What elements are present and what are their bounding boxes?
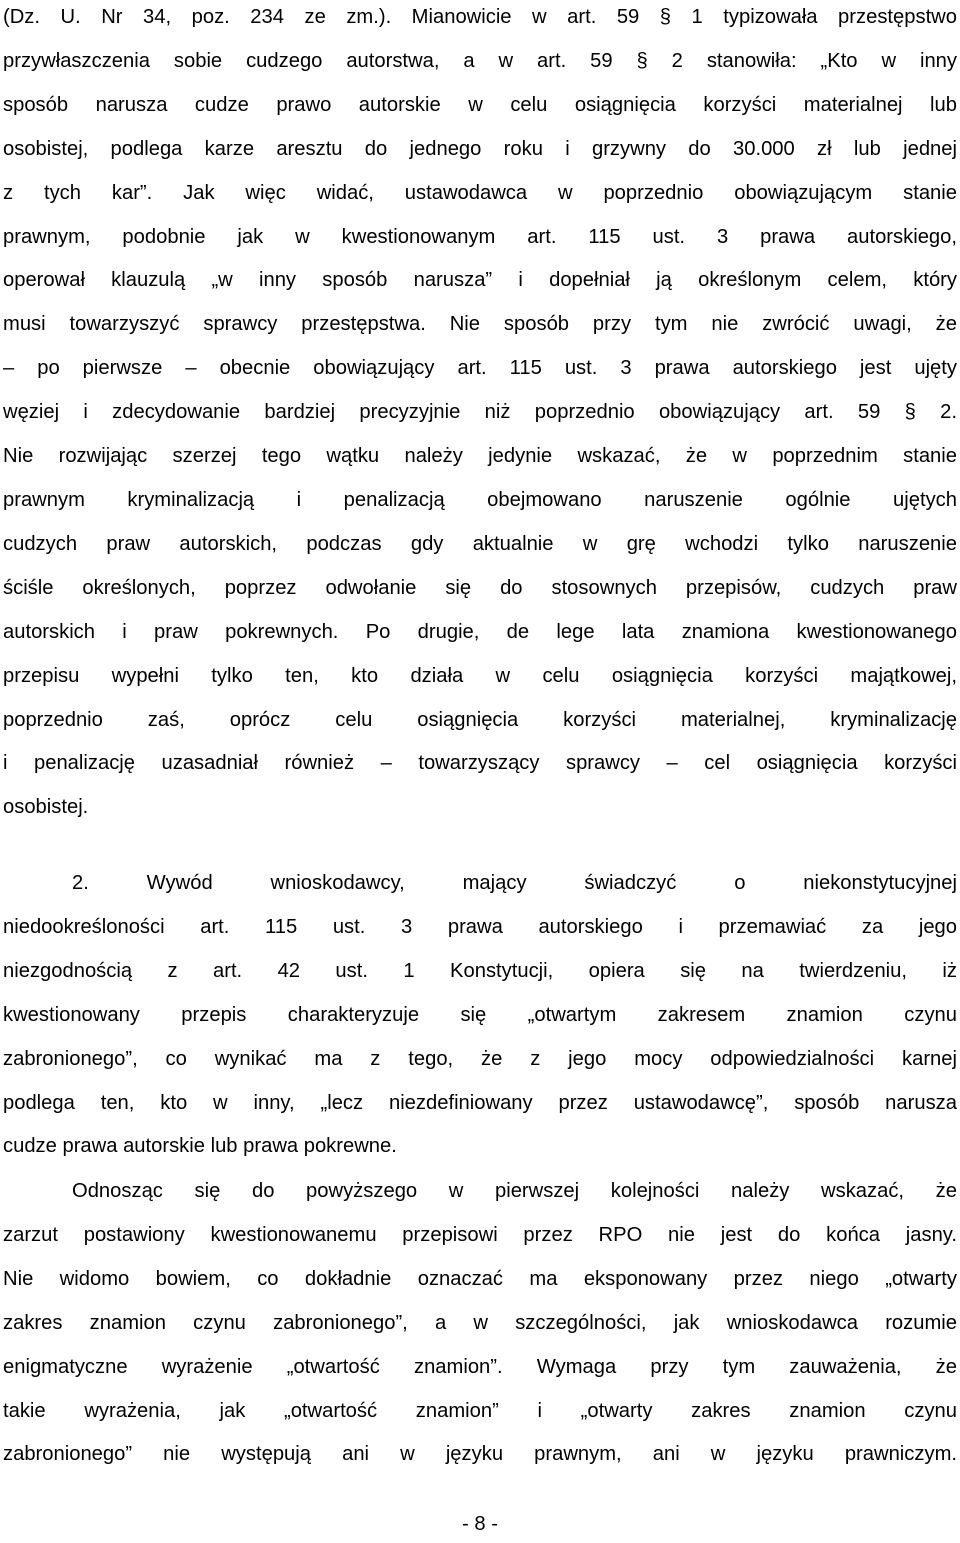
text-line: węziej i zdecydowanie bardziej precyzyjnie niż poprzednio obowiązujący art. 59 § 2. (3, 401, 957, 424)
page-number: - 8 - (462, 1513, 498, 1535)
text-line: ściśle określonych, poprzez odwołanie się do stosownych przepisów, cudzych praw (3, 576, 957, 599)
paragraph-point-2 (3, 862, 957, 1169)
text-line: Nie widomo bowiem, co dokładnie oznaczać ma eksponowany przez niego „otwarty (3, 1267, 957, 1290)
text-line: osobistej. (3, 796, 89, 819)
text-line: podlega ten, kto w inny, „lecz niezdefiniowany przez ustawodawcę”, sposób narusza (3, 1091, 957, 1114)
text-line: (Dz. U. Nr 34, poz. 234 ze zm.). Mianowicie w art. 59 § 1 typizowała przestępstwo (3, 6, 957, 28)
text-line: – po pierwsze – obecnie obowiązujący art. 115 ust. 3 prawa autorskiego jest ujęty (3, 357, 957, 380)
text-line: i penalizację uzasadniał również – towarzyszący sprawcy – cel osiągnięcia korzyści (3, 752, 957, 775)
text-line: musi towarzyszyć sprawcy przestępstwa. Nie sposób przy tym nie zwrócić uwagi, że (3, 313, 957, 336)
text-line: sposób narusza cudze prawo autorskie w celu osiągnięcia korzyści materialnej lub (3, 93, 957, 116)
text-line: enigmatyczne wyrażenie „otwartość znamion”. Wymaga przy tym zauważenia, że (3, 1355, 957, 1378)
text-line: cudzych praw autorskich, podczas gdy aktualnie w grę wchodzi tylko naruszenie (3, 532, 957, 555)
text-line: kwestionowany przepis charakteryzuje się „otwartym zakresem znamion czynu (3, 1003, 957, 1026)
text-line: zabronionego”, co wynikać ma z tego, że z jego mocy odpowiedzialności karnej (3, 1047, 957, 1070)
text-line: takie wyrażenia, jak „otwartość znamion” i „otwarty zakres znamion czynu (3, 1399, 957, 1422)
text-line: prawnym kryminalizacją i penalizacją obejmowano naruszenie ogólnie ujętych (3, 488, 957, 511)
paragraph-continuation (3, 0, 957, 830)
text-line: 2. Wywód wnioskodawcy, mający świadczyć o niekonstytucyjnej (72, 872, 957, 894)
text-line: poprzednio zaś, oprócz celu osiągnięcia korzyści materialnej, kryminalizację (3, 708, 957, 731)
text-line: cudze prawa autorskie lub prawa pokrewne. (3, 1135, 397, 1158)
text-line: przepisu wypełni tylko ten, kto działa w celu osiągnięcia korzyści majątkowej, (3, 664, 957, 687)
text-line: niedookreśloności art. 115 ust. 3 prawa autorskiego i przemawiać za jego (3, 915, 957, 938)
text-line: zarzut postawiony kwestionowanemu przepisowi przez RPO nie jest do końca jasny. (3, 1223, 957, 1246)
text-line: autorskich i praw pokrewnych. Po drugie, de lege lata znamiona kwestionowanego (3, 620, 957, 643)
text-line: z tych kar”. Jak więc widać, ustawodawca w poprzednio obowiązującym stanie (3, 181, 957, 204)
text-line: zabronionego” nie występują ani w języku prawnym, ani w języku prawniczym. (3, 1443, 957, 1466)
text-line: osobistej, podlega karze aresztu do jednego roku i grzywny do 30.000 zł lub jednej (3, 137, 957, 160)
text-line: prawnym, podobnie jak w kwestionowanym art. 115 ust. 3 prawa autorskiego, (3, 225, 957, 248)
paragraph-response (3, 1170, 957, 1477)
text-line: zakres znamion czynu zabronionego”, a w szczególności, jak wnioskodawca rozumie (3, 1311, 957, 1334)
text-line: Nie rozwijając szerzej tego wątku należy jedynie wskazać, że w poprzednim stanie (3, 445, 957, 468)
text-line: niezgodnością z art. 42 ust. 1 Konstytucji, opiera się na twierdzeniu, iż (3, 959, 957, 982)
text-line: Odnosząc się do powyższego w pierwszej kolejności należy wskazać, że (72, 1180, 957, 1202)
text-line: przywłaszczenia sobie cudzego autorstwa, a w art. 59 § 2 stanowiła: „Kto w inny (3, 49, 957, 72)
text-line: operował klauzulą „w inny sposób narusza” i dopełniał ją określonym celem, który (3, 269, 957, 292)
